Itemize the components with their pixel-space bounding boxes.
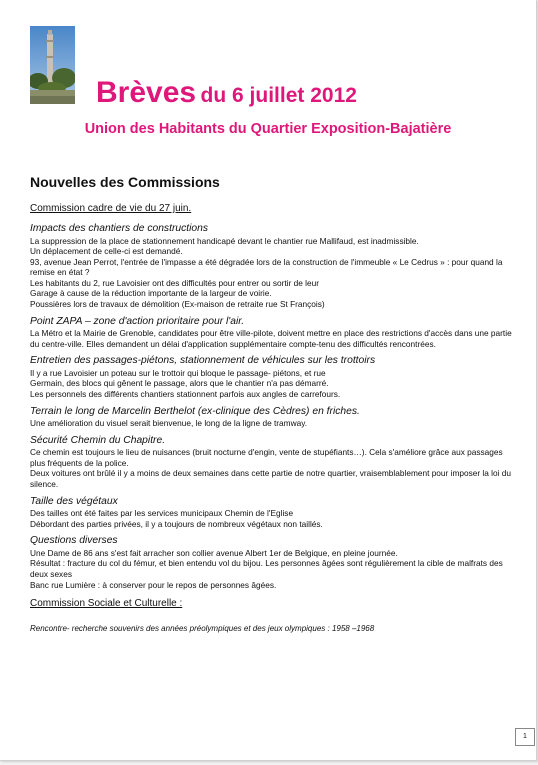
paragraph: Banc rue Lumière : à conserver pour le repos de personnes âgées. — [30, 579, 277, 590]
topic-block — [30, 406, 512, 429]
title-date: du 6 juillet 2012 — [200, 84, 357, 107]
page-number: 1 — [515, 728, 535, 746]
tower-photo — [30, 26, 75, 104]
topic-heading: Entretien des passages-piétons, stationnement de véhicules sur les trottoirs — [30, 355, 376, 367]
paragraph: Une Dame de 86 ans s'est fait arracher son collier avenue Albert 1er de Belgique, en pleine journée. — [30, 547, 398, 558]
topic-heading: Point ZAPA – zone d'action prioritaire pour l'air. — [30, 315, 245, 327]
paragraph: Poussières lors de travaux de démolition (Ex-maison de retraite rue St François) — [30, 299, 325, 310]
title — [96, 76, 426, 110]
title-breves: Brèves — [96, 76, 197, 109]
content — [30, 203, 512, 635]
paragraph: Garage à cause de la réduction importante de la largeur de voirie. — [30, 288, 272, 299]
paragraph: Résultat : fracture du col du fémur, et bien entendu vol du bijou. Les personnes âgées sont régulièrement la cible de malfrats des deux sexes — [30, 558, 503, 579]
paragraph: Les habitants du 2, rue Lavoisier ont des difficultés pour entrer ou sortir de leur — [30, 277, 320, 288]
closing-line: Rencontre- recherche souvenirs des années préolympiques et des jeux olympiques : 1958 –1968 — [30, 624, 375, 634]
commission-heading-social: Commission Sociale et Culturelle : — [30, 598, 183, 610]
topic-block — [30, 535, 512, 590]
paragraph: Germain, des blocs qui gênent le passage, alors que le chantier n'a pas démarré. — [30, 378, 329, 389]
paragraph: Des tailles ont été faites par les services municipaux Chemin de l'Eglise — [30, 508, 294, 519]
paragraph: Une amélioration du visuel serait bienvenue, le long de la ligne de tramway. — [30, 418, 308, 429]
commission-heading: Commission cadre de vie du 27 juin. — [30, 203, 192, 214]
paragraph: La suppression de la place de stationnement handicapé devant le chantier rue Mallifaud, est inadmissible. — [30, 235, 419, 246]
topic-block — [30, 223, 512, 310]
paragraph: La Métro et la Mairie de Grenoble, candidates pour être ville-pilote, doivent mettre en place des restrictions d'accès dans une partie du centre-ville. Elles demandent un délai d'application supplémentaire compte-tenu des difficultés rencontrées. — [30, 328, 512, 349]
paragraph: Les personnels des différents chantiers stationnent parfois aux angles de carrefours. — [30, 389, 341, 400]
paragraph: Débordant des parties privées, il y a toujours de nombreux végétaux non taillés. — [30, 518, 323, 529]
topic-block — [30, 496, 512, 530]
subtitle: Union des Habitants du Quartier Exposition-Bajatière — [84, 121, 452, 137]
topic-block — [30, 316, 512, 350]
topic-heading: Terrain le long de Marcelin Berthelot (ex-clinique des Cèdres) en friches. — [30, 405, 360, 417]
topic-heading: Impacts des chantiers de constructions — [30, 223, 208, 234]
section-heading: Nouvelles des Commissions — [30, 174, 220, 190]
topic-heading: Questions diverses — [30, 535, 118, 547]
paragraph: Deux voitures ont brûlé il y a moins de deux semaines dans cette partie de notre quartier, vraisemblablement pour imposer la loi du silence. — [30, 468, 512, 489]
topic-heading: Taille des végétaux — [30, 495, 118, 507]
paragraph: 93, avenue Jean Perrot, l'entrée de l'impasse a été dégradée lors de la construction de l'immeuble « Le Cedrus » : pour quand la remise en état ? — [30, 256, 503, 278]
topic-block — [30, 355, 512, 399]
paragraph: Un déplacement de celle-ci est demandé. — [30, 246, 183, 257]
topic-block — [30, 435, 512, 490]
paragraph: Il y a rue Lavoisier un poteau sur le trottoir qui bloque le passage- piétons, et rue — [30, 367, 326, 378]
paragraph: Ce chemin est toujours le lieu de nuisances (bruit nocturne d'engin, vente de stupéfiants…). Cela s'améliore grâce aux passages plus fréquents de la police. — [30, 447, 503, 468]
topic-heading: Sécurité Chemin du Chapitre. — [30, 434, 166, 446]
